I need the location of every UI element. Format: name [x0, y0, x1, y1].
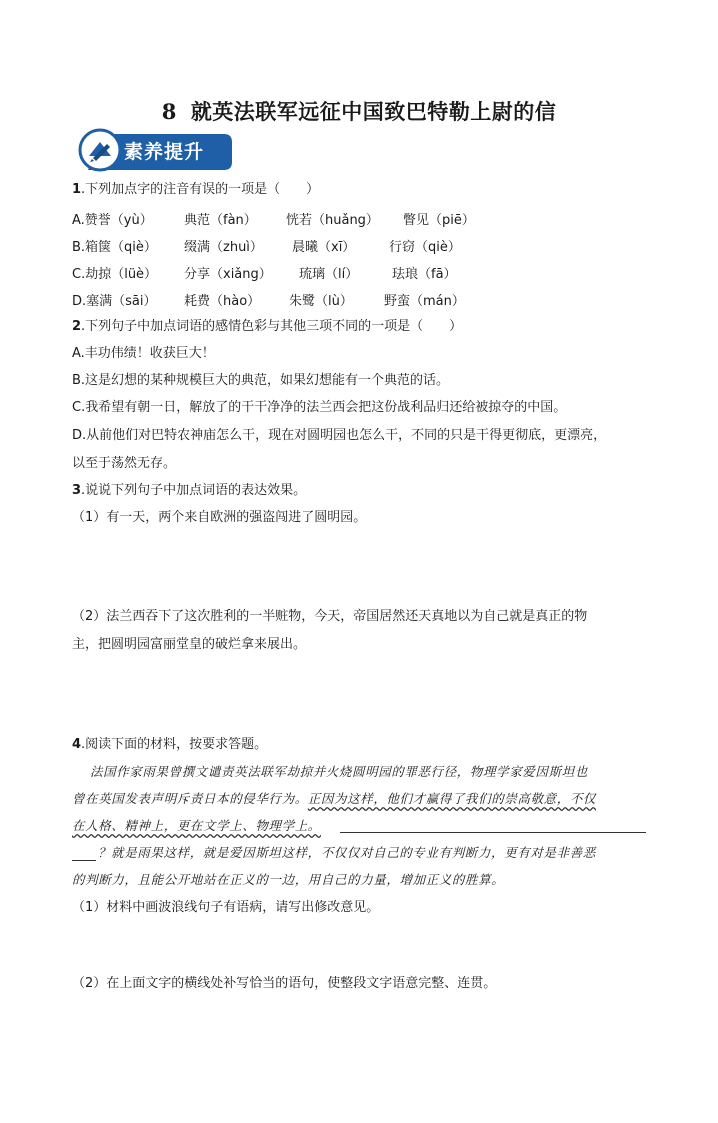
q4-part-1: （1）材料中画波浪线句子有语病，请写出修改意见。	[72, 900, 380, 915]
q1-d3: 朱鹭（lù）	[289, 294, 353, 309]
lesson-title: 就英法联军远征中国致巴特勒上尉的信	[190, 99, 557, 124]
q1-stem: 1.下列加点字的注音有误的一项是（ ）	[72, 182, 320, 197]
q1-c1: C.劫掠（lüè）	[72, 267, 158, 282]
q4-material-line-2: 曾在英国发表声明斥责日本的侵华行为。正因为这样，他们才赢得了我们的崇高敬意，不仅	[72, 791, 597, 806]
q4-part-2: （2）在上面文字的横线处补写恰当的语句，使整段文字语意完整、连贯。	[72, 976, 497, 991]
q2-option-c: C.我希望有朝一日，解放了的干干净净的法兰西会把这份战利品归还给被掠夺的中国。	[72, 400, 567, 415]
q1-a3: 恍若（huǎng）	[286, 213, 379, 228]
q1-b4: 行窃（qiè）	[389, 240, 461, 255]
answer-blank-line-2[interactable]	[72, 860, 96, 861]
answer-blank-line-1[interactable]	[340, 832, 646, 833]
q1-a1: A.赞誉（yù）	[72, 213, 153, 228]
q1-c3: 琉璃（lí）	[299, 267, 359, 282]
q1-d2: 耗费（hào）	[184, 294, 261, 309]
q4-material-line-5: 的判断力，且能公开地站在正义的一边，用自己的力量，增加正义的胜算。	[72, 872, 505, 887]
section-badge	[78, 128, 234, 172]
q3-stem: 3.说说下列句子中加点词语的表达效果。	[72, 483, 307, 498]
page-title	[0, 96, 718, 126]
q1-b2: 缀满（zhuì）	[184, 240, 263, 255]
q2-option-a: A.丰功伟绩！收获巨大！	[72, 346, 215, 361]
q2-option-d-cont: 以至于荡然无存。	[72, 456, 177, 471]
q1-b1: B.箱箧（qiè）	[72, 240, 157, 255]
q1-a4: 瞥见（piē）	[403, 213, 475, 228]
q2-option-d: D.从前他们对巴特农神庙怎么干，现在对圆明园也怎么干，不同的只是干得更彻底，更漂亮，	[72, 428, 607, 443]
q1-a2: 典范（fàn）	[184, 213, 257, 228]
lesson-number: 8	[161, 99, 177, 124]
q3-sentence-2: （2）法兰西吞下了这次胜利的一半赃物，今天，帝国居然还天真地以为自己就是真正的物	[72, 609, 588, 624]
q1-d4: 野蛮（mán）	[384, 294, 465, 309]
q3-sentence-1: （1）有一天，两个来自欧洲的强盗闯进了圆明园。	[72, 510, 367, 525]
q1-d1: D.塞满（sāi）	[72, 294, 157, 309]
q2-stem: 2.下列句子中加点词语的感情色彩与其他三项不同的一项是（ ）	[72, 319, 463, 334]
q4-material-line-4: ？就是雨果这样，就是爱因斯坦这样，不仅仅对自己的专业有判断力，更有对是非善恶	[98, 845, 596, 860]
q1-c2: 分享（xiǎng）	[184, 267, 272, 282]
q3-sentence-2-cont: 主，把圆明园富丽堂皇的破烂拿来展出。	[72, 637, 307, 652]
q1-b3: 晨曦（xī）	[292, 240, 356, 255]
q4-material-line-3: 在人格、精神上，更在文学上、物理学上。	[72, 818, 321, 833]
wavy-underlined-sentence: 正因为这样，他们才赢得了我们的崇高敬意，不仅	[307, 791, 597, 806]
badge-label: 素养提升	[124, 141, 205, 163]
q4-material-line-1: 法国作家雨果曾撰文谴责英法联军劫掠并火烧圆明园的罪恶行径，物理学家爱因斯坦也	[90, 764, 588, 779]
q2-option-b: B.这是幻想的某种规模巨大的典范，如果幻想能有一个典范的话。	[72, 373, 450, 388]
q1-c4: 珐琅（fā）	[392, 267, 457, 282]
q4-stem: 4.阅读下面的材料，按要求答题。	[72, 737, 268, 752]
